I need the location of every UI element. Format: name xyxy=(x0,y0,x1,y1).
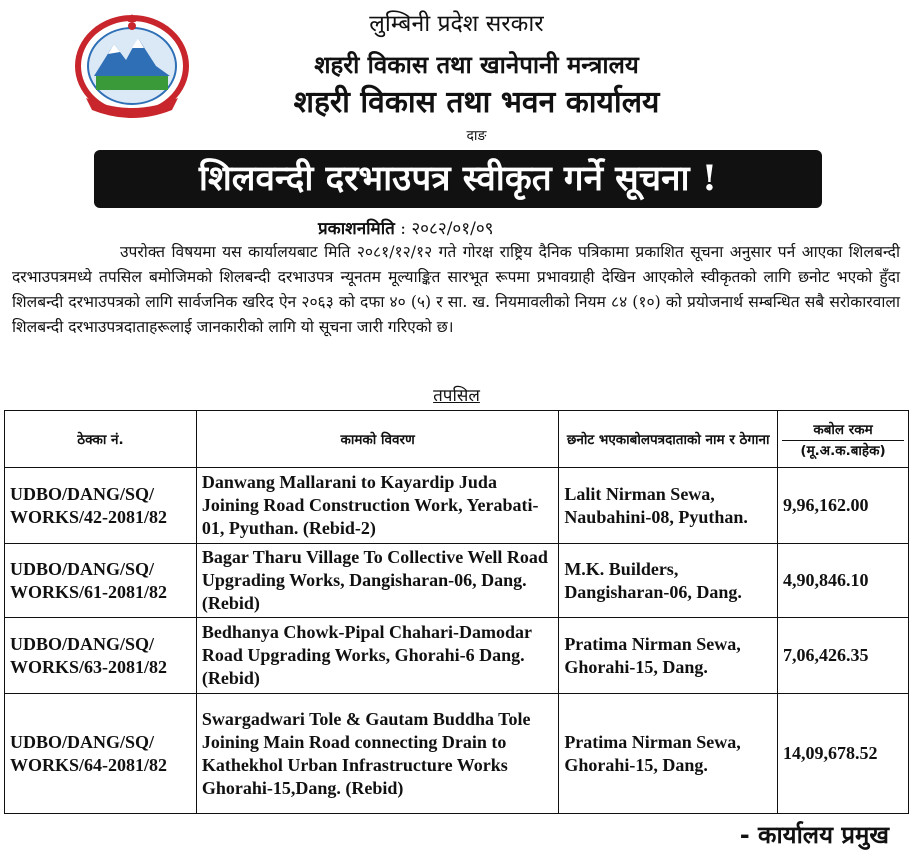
selected-bidder: Lalit Nirman Sewa, Naubahini-08, Pyuthan. xyxy=(559,468,778,544)
bid-amount: 4,90,846.10 xyxy=(778,544,909,618)
header-bid-amount-line2: (मू.अ.क.बाहेक) xyxy=(782,440,904,459)
header-selected-bidder: छनोट भएकाबोलपत्रदाताको नाम र ठेगाना xyxy=(559,411,778,468)
province-title: लुम्बिनी प्रदेश सरकार xyxy=(369,11,544,37)
office-location: दाङ xyxy=(466,128,487,144)
office-title: शहरी विकास तथा भवन कार्यालय xyxy=(293,85,660,120)
header-bid-amount xyxy=(778,411,909,468)
selected-bidder: M.K. Builders, Dangisharan-06, Dang. xyxy=(559,544,778,618)
selected-bidder: Pratima Nirman Sewa, Ghorahi-15, Dang. xyxy=(559,694,778,814)
table-row xyxy=(5,468,909,544)
publication-date-label: प्रकाशनमिति xyxy=(318,219,395,239)
bid-amount: 9,96,162.00 xyxy=(778,468,909,544)
work-description: Swargadwari Tole & Gautam Buddha Tole Joining Main Road connecting Drain to Kathekhol Urban Infrastructure Works Ghorahi-15,Dang. (Rebid) xyxy=(196,694,558,814)
header-work-description: कामको विवरण xyxy=(196,411,558,468)
header-bid-amount-line1: कबोल रकम xyxy=(813,421,873,438)
notice-banner: शिलवन्दी दरभाउपत्र स्वीकृत गर्ने सूचना ! xyxy=(94,150,822,208)
office-chief-signature: - कार्यालय प्रमुख xyxy=(739,821,889,849)
contracts-table xyxy=(4,410,909,814)
work-description: Bedhanya Chowk-Pipal Chahari-Damodar Road Upgrading Works, Ghorahi-6 Dang. (Rebid) xyxy=(196,618,558,694)
contract-no: UDBO/DANG/SQ/ WORKS/61-2081/82 xyxy=(5,544,197,618)
schedule-label: तपसिल xyxy=(433,386,480,406)
work-description: Danwang Mallarani to Kayardip Juda Joining Road Construction Work, Yerabati-01, Pyuthan. (Rebid-2) xyxy=(196,468,558,544)
schedule-heading xyxy=(0,383,913,406)
bid-amount: 7,06,426.35 xyxy=(778,618,909,694)
header-contract-no: ठेक्का नं. xyxy=(5,411,197,468)
table-row xyxy=(5,694,909,814)
table-row xyxy=(5,544,909,618)
publication-date-value: : २०८२/०१/०९ xyxy=(394,219,494,239)
bid-amount: 14,09,678.52 xyxy=(778,694,909,814)
table-header-row xyxy=(5,411,909,468)
contract-no: UDBO/DANG/SQ/ WORKS/63-2081/82 xyxy=(5,618,197,694)
publication-date-line xyxy=(318,216,494,239)
contract-no: UDBO/DANG/SQ/ WORKS/64-2081/82 xyxy=(5,694,197,814)
notice-header xyxy=(0,0,913,144)
notice-body-paragraph: उपरोक्त विषयमा यस कार्यालयबाट मिति २०८१/१२/१२ गते गोरक्ष राष्ट्रिय दैनिक पत्रिकामा प्रकाशित सूचना अनुसार पर्न आएका शिलबन्दी दरभाउपत्रमध्ये तपसिल बमोजिमको शिलबन्दी दरभाउपत्र न्यूनतम मूल्याङ्कित सारभूत रूपमा प्रभावग्राही देखिन आएकोले स्वीकृतको लागि छनोट भएको हुँदा शिलबन्दी दरभाउपत्रको लागि सार्वजनिक खरिद ऐन २०६३ को दफा ४० (५) र सा. ख. नियमावलीको नियम ८४ (१०) को प्रयोजनार्थ सम्बन्धित सबै सरोकारवाला शिलबन्दी दरभाउपत्रदाताहरूलाई जानकारीको लागि यो सूचना जारी गरिएको छ। xyxy=(12,243,900,336)
ministry-title: शहरी विकास तथा खानेपानी मन्त्रालय xyxy=(314,50,639,79)
work-description: Bagar Tharu Village To Collective Well Road Upgrading Works, Dangisharan-06, Dang. (Rebid) xyxy=(196,544,558,618)
table-row xyxy=(5,618,909,694)
contract-no: UDBO/DANG/SQ/ WORKS/42-2081/82 xyxy=(5,468,197,544)
selected-bidder: Pratima Nirman Sewa, Ghorahi-15, Dang. xyxy=(559,618,778,694)
